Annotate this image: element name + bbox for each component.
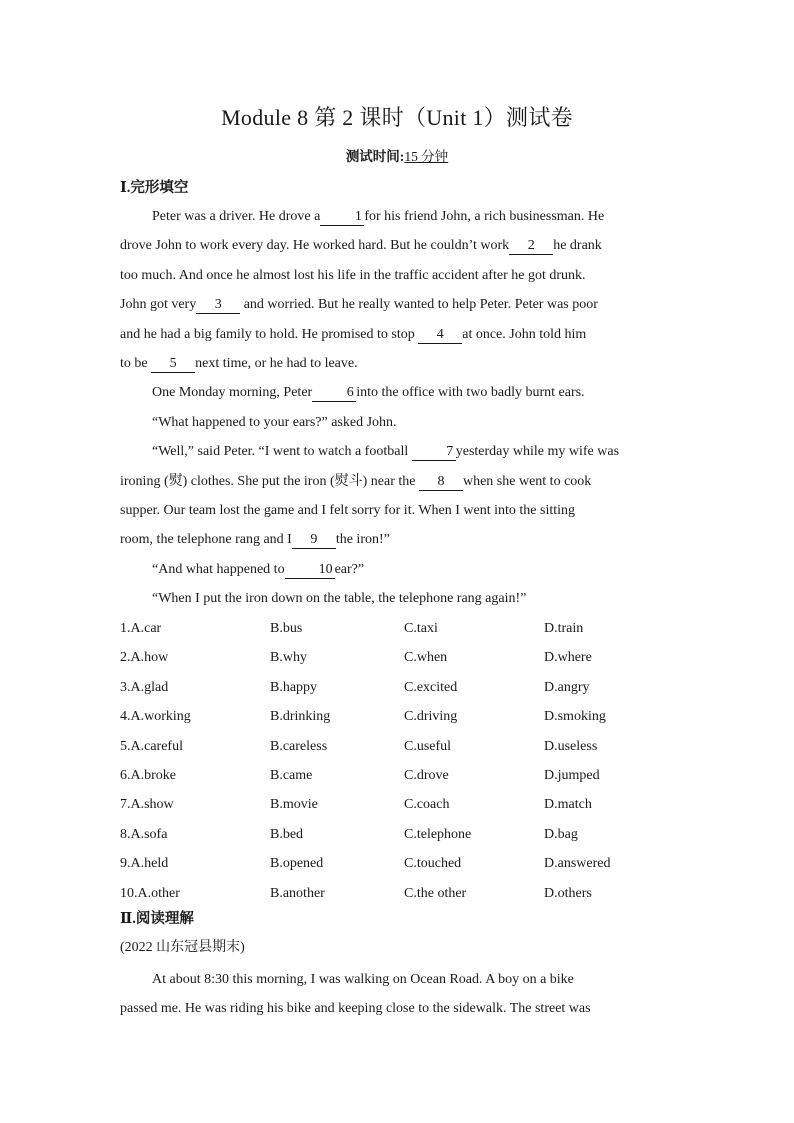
passage-line <box>120 378 673 407</box>
passage-line <box>120 320 673 349</box>
passage-line <box>120 965 673 994</box>
passage-line <box>120 231 673 260</box>
answer-blank[interactable]: 8 <box>419 474 463 491</box>
passage-text: supper. Our team lost the game and I felt sorry for it. When I went into the sitting <box>120 502 576 518</box>
answer-blank[interactable]: 2 <box>509 238 553 255</box>
option-choice[interactable]: D.others <box>544 885 592 901</box>
option-row <box>120 614 680 643</box>
passage-text: “When I put the iron down on the table, the telephone rang again!” <box>152 591 527 607</box>
option-choice[interactable]: 10.A.other <box>120 885 180 901</box>
passage-text: when she went to cook <box>462 473 592 489</box>
passage-text: passed me. He was riding his bike and keeping close to the sidewalk. The street was <box>120 1001 591 1017</box>
test-time-value: 15 分钟 <box>404 149 449 164</box>
test-time <box>0 145 794 165</box>
option-row <box>120 790 680 819</box>
option-choice[interactable]: D.bag <box>544 826 578 842</box>
option-row <box>120 732 680 761</box>
option-choice[interactable]: C.the other <box>404 885 467 901</box>
passage-text: ear?” <box>334 561 365 577</box>
passage-text: at once. John told him <box>462 326 587 342</box>
answer-blank[interactable]: 5 <box>151 356 195 373</box>
option-row <box>120 673 680 702</box>
option-choice[interactable]: B.happy <box>270 679 318 695</box>
option-choice[interactable]: D.useless <box>544 738 598 754</box>
cloze-passage <box>120 202 673 613</box>
passage-text: “What happened to your ears?” asked John. <box>152 414 397 430</box>
passage-line <box>120 437 673 466</box>
passage-line <box>120 290 673 319</box>
answer-blank[interactable]: 1 <box>320 209 364 226</box>
option-choice[interactable]: D.angry <box>544 679 590 695</box>
answer-blank[interactable]: 6 <box>312 385 356 402</box>
option-row <box>120 879 680 908</box>
option-choice[interactable]: B.careless <box>270 738 328 754</box>
option-choice[interactable]: 9.A.held <box>120 856 169 872</box>
section-2-heading: Ⅱ.阅读理解 <box>120 911 194 927</box>
option-choice[interactable]: B.opened <box>270 856 324 872</box>
passage-text: room, the telephone rang and I <box>120 532 292 548</box>
passage-text: too much. And once he almost lost his life in the traffic accident after he got drunk. <box>120 267 586 283</box>
option-choice[interactable]: D.answered <box>544 856 611 872</box>
passage-text: the iron!” <box>335 532 390 548</box>
option-choice[interactable]: 4.A.working <box>120 709 191 725</box>
option-choice[interactable]: B.came <box>270 767 313 783</box>
passage-text: drove John to work every day. He worked hard. But he couldn’t work <box>120 238 510 254</box>
passage-text: “Well,” said Peter. “I went to watch a football <box>152 444 412 460</box>
option-choice[interactable]: B.bed <box>270 826 304 842</box>
test-time-label: 测试时间: <box>345 149 405 164</box>
passage-text: John got very <box>120 297 197 313</box>
passage-text: and worried. But he really wanted to help Peter. Peter was poor <box>240 297 598 313</box>
passage-text: for his friend John, a rich businessman. He <box>364 209 605 224</box>
option-choice[interactable]: C.drove <box>404 767 449 783</box>
answer-blank[interactable]: 9 <box>292 532 336 549</box>
passage-text: into the office with two badly burnt ears. <box>356 385 585 401</box>
passage-line <box>120 349 673 378</box>
passage-text: At about 8:30 this morning, I was walking on Ocean Road. A boy on a bike <box>152 972 574 987</box>
option-choice[interactable]: D.smoking <box>544 709 606 725</box>
option-choice[interactable]: 5.A.careful <box>120 738 183 754</box>
option-choice[interactable]: D.jumped <box>544 767 600 783</box>
passage-line <box>120 994 673 1023</box>
option-choice[interactable]: B.movie <box>270 797 318 813</box>
passage-text: he drank <box>553 238 602 254</box>
option-choice[interactable]: C.telephone <box>404 826 472 842</box>
option-choice[interactable]: D.train <box>544 621 584 636</box>
answer-blank[interactable]: 10 <box>285 562 335 579</box>
passage-text: One Monday morning, Peter <box>152 385 313 401</box>
passage-line <box>120 555 673 584</box>
passage-line <box>120 584 673 613</box>
options-table <box>120 614 680 908</box>
passage-text: Peter was a driver. He drove a <box>152 209 321 224</box>
option-choice[interactable]: C.driving <box>404 709 458 725</box>
passage-line <box>120 261 673 290</box>
option-row <box>120 849 680 878</box>
option-row <box>120 820 680 849</box>
passage-line <box>120 525 673 554</box>
option-row <box>120 643 680 672</box>
option-choice[interactable]: B.bus <box>270 621 303 636</box>
option-choice[interactable]: 6.A.broke <box>120 767 176 783</box>
option-choice[interactable]: D.match <box>544 797 592 813</box>
answer-blank[interactable]: 7 <box>412 444 456 461</box>
passage-text: next time, or he had to leave. <box>195 355 358 371</box>
source-note: (2022 山东冠县期末) <box>120 940 245 955</box>
option-choice[interactable]: B.another <box>270 885 325 901</box>
option-choice[interactable]: C.when <box>404 650 448 666</box>
passage-text: ironing (熨) clothes. She put the iron (熨斗) near the <box>120 473 419 489</box>
reading-passage <box>120 965 673 1024</box>
option-choice[interactable]: C.excited <box>404 679 458 695</box>
passage-text: yesterday while my wife was <box>455 444 620 460</box>
option-row <box>120 702 680 731</box>
option-choice[interactable]: 3.A.glad <box>120 679 169 695</box>
option-choice[interactable]: 2.A.how <box>120 650 169 666</box>
option-choice[interactable]: C.taxi <box>404 621 438 636</box>
passage-text: “And what happened to <box>152 561 285 577</box>
option-choice[interactable]: C.touched <box>404 856 462 872</box>
option-row <box>120 761 680 790</box>
passage-text: to be <box>120 355 152 371</box>
answer-blank[interactable]: 3 <box>196 297 240 314</box>
option-choice[interactable]: B.why <box>270 650 307 666</box>
option-choice[interactable]: C.coach <box>404 797 450 813</box>
option-choice[interactable]: B.drinking <box>270 709 331 725</box>
option-choice[interactable]: 7.A.show <box>120 797 174 813</box>
passage-line <box>120 467 673 496</box>
section-1-heading: Ⅰ.完形填空 <box>120 180 189 196</box>
passage-line <box>120 408 673 437</box>
passage-line <box>120 202 673 231</box>
passage-line <box>120 496 673 525</box>
passage-text: and he had a big family to hold. He promised to stop <box>120 326 419 342</box>
option-choice[interactable]: D.where <box>544 650 592 666</box>
option-choice[interactable]: C.useful <box>404 738 452 754</box>
page-title: Module 8 第 2 课时（Unit 1）测试卷 <box>221 105 573 130</box>
answer-blank[interactable]: 4 <box>418 327 462 344</box>
option-choice[interactable]: 1.A.car <box>120 621 162 636</box>
option-choice[interactable]: 8.A.sofa <box>120 826 168 842</box>
